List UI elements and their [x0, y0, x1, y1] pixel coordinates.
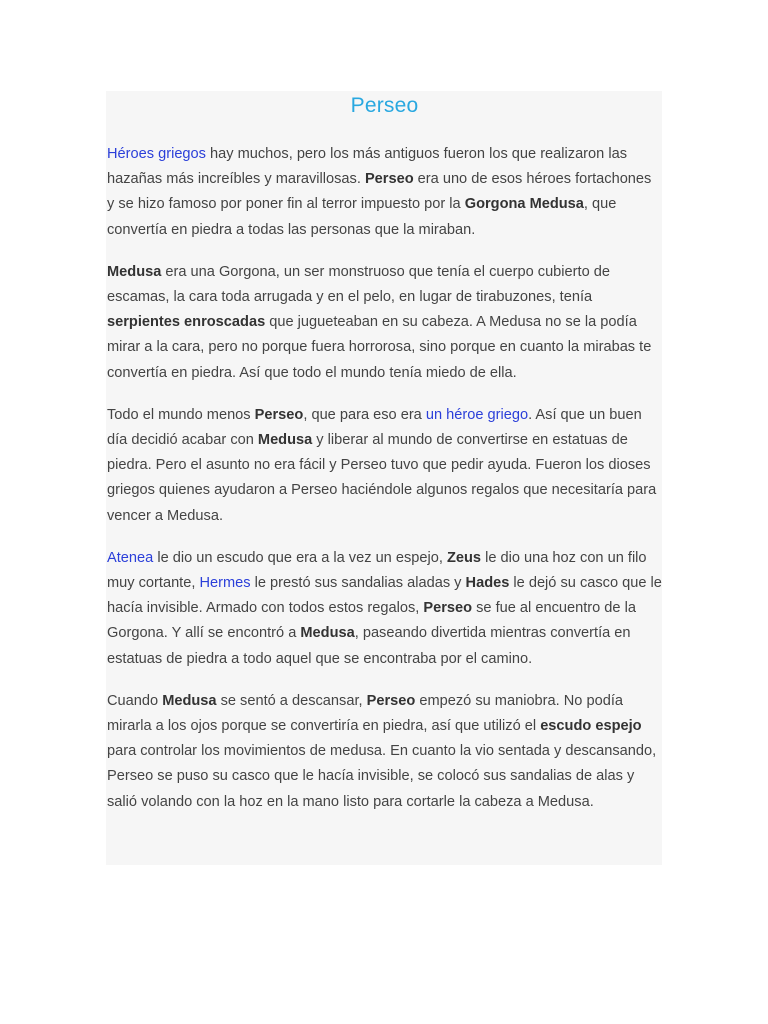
- bold-perseo: Perseo: [364, 171, 414, 188]
- bold-hades: Hades: [465, 575, 510, 592]
- paragraph-text: Todo el mundo menos: [107, 406, 255, 423]
- link-un-heroe-griego[interactable]: un héroe griego: [425, 406, 529, 423]
- bold-gorgona-medusa: Gorgona Medusa: [464, 196, 584, 213]
- article-panel: [106, 91, 662, 865]
- paragraph-text: . Así que un buen día decidió acabar con: [107, 406, 642, 449]
- paragraph-text: se sentó a descansar,: [216, 692, 367, 709]
- paragraph-text: le dio un escudo que era a la vez un espejo,: [153, 549, 447, 566]
- link-atenea[interactable]: Atenea: [107, 549, 154, 566]
- paragraph-text: , que para eso era: [303, 406, 426, 423]
- paragraph-text: era uno de esos héroes fortachones y se hizo famoso por poner fin al terror impuesto por la: [107, 171, 652, 213]
- paragraph-3: [107, 403, 662, 529]
- paragraph-text: y liberar al mundo de convertirse en estatuas de piedra. Pero el asunto no era fácil y Perseo tuvo que pedir ayuda. Fueron los dioses griegos quienes ayudaron a Perseo haciéndole algunos regalos que necesitaría para vencer a Medusa.: [107, 432, 657, 524]
- bold-escudo-espejo: escudo espejo: [540, 718, 642, 735]
- paragraph-text: le prestó sus sandalias aladas y: [250, 575, 466, 592]
- paragraph-1: [107, 142, 662, 243]
- bold-perseo: Perseo: [366, 692, 416, 709]
- paragraph-5: [107, 689, 662, 815]
- paragraph-text: le dio una hoz con un filo muy cortante,: [107, 549, 647, 592]
- paragraph-2: [107, 260, 662, 386]
- paragraph-text: Cuando: [107, 692, 163, 709]
- bold-medusa: Medusa: [257, 432, 313, 449]
- bold-perseo: Perseo: [254, 406, 304, 423]
- paragraph-text: le dejó su casco que le hacía invisible. Armado con todos estos regalos,: [107, 575, 662, 617]
- link-heroes-griegos[interactable]: Héroes griegos: [107, 146, 206, 162]
- bold-medusa: Medusa: [300, 625, 355, 642]
- paragraph-text: se fue al encuentro de la Gorgona. Y allí se encontró a: [107, 600, 636, 642]
- link-hermes[interactable]: Hermes: [199, 575, 251, 592]
- bold-perseo: Perseo: [423, 600, 473, 617]
- bold-zeus: Zeus: [446, 549, 482, 566]
- article-title: Perseo: [350, 94, 419, 117]
- paragraph-4: [107, 546, 662, 672]
- paragraph-text: que jugueteaban en su cabeza. A Medusa no se la podía mirar a la cara, pero no porque fuera horrorosa, sino porque en cuanto la mirabas te convertía en piedra. Así que todo el mundo tenía miedo de ella.: [107, 314, 652, 381]
- paragraph-text: , paseando divertida mientras convertía en estatuas de piedra a todo aquel que se encontraba por el camino.: [107, 625, 631, 667]
- bold-serpientes-enroscadas: serpientes enroscadas: [107, 314, 266, 331]
- paragraph-text: , que convertía en piedra a todas las personas que la miraban.: [107, 196, 617, 238]
- paragraph-text: empezó su maniobra. No podía mirarla a los ojos porque se convertiría en piedra, así que utilizó el: [107, 692, 623, 735]
- paragraph-text: para controlar los movimientos de medusa. En cuanto la vio sentada y descansando, Perseo se puso su casco que le hacía invisible, se colocó sus sandalias de alas y salió volando con la hoz en la mano listo para cortarle la cabeza a Medusa.: [107, 743, 657, 810]
- bold-medusa: Medusa: [162, 692, 217, 709]
- paragraph-text: hay muchos, pero los más antiguos fueron los que realizaron las hazañas más increíbles y maravillosas.: [107, 146, 627, 188]
- bold-medusa: Medusa: [107, 263, 162, 280]
- paragraph-text: era una Gorgona, un ser monstruoso que tenía el cuerpo cubierto de escamas, la cara toda arrugada y en el pelo, en lugar de tirabuzones, tenía: [107, 263, 610, 306]
